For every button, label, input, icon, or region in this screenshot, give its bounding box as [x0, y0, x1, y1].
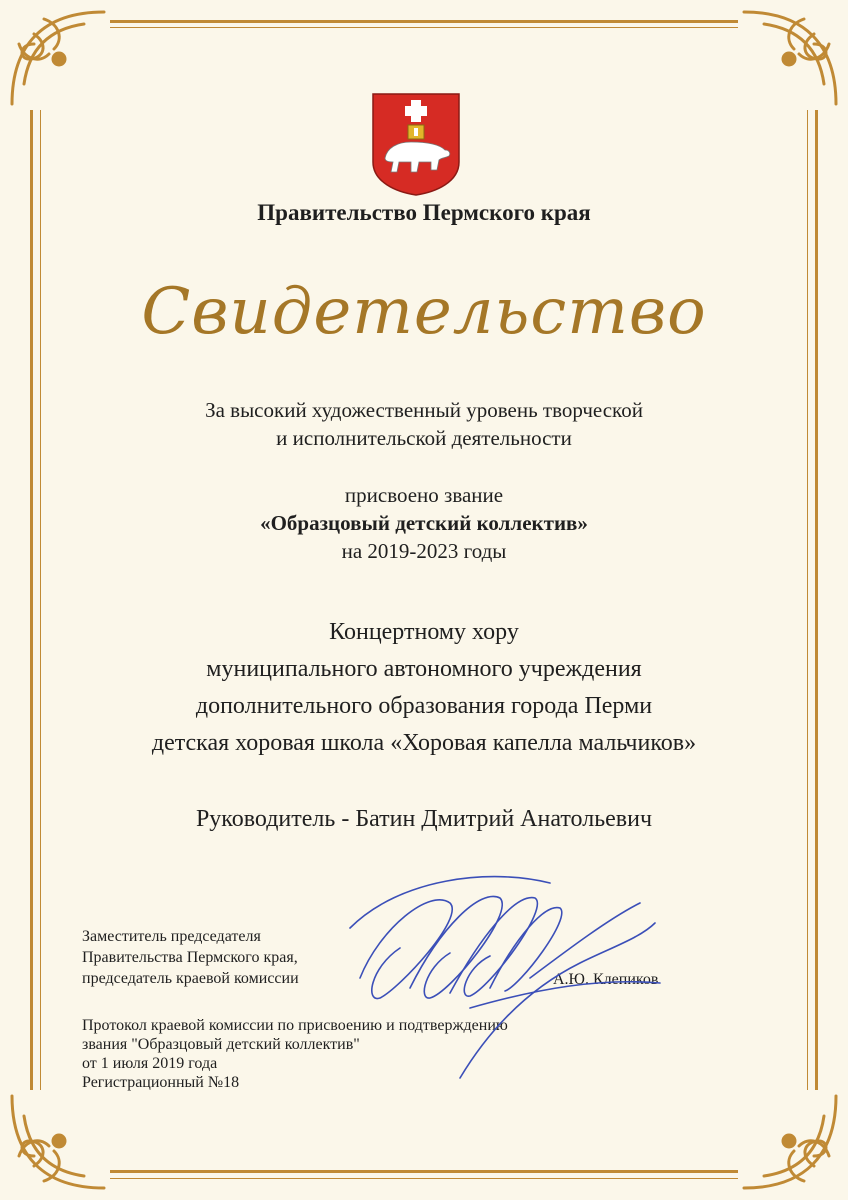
- recipient-line: Концертному хору: [329, 619, 519, 645]
- frame-bottom-line-inner: [110, 1178, 738, 1179]
- signature-icon: [340, 868, 670, 1098]
- director-line: Руководитель - Батин Дмитрий Анатольевич: [195, 806, 653, 832]
- award-intro: присвоено звание: [344, 483, 504, 507]
- award-reason-line: и исполнительской деятельности: [276, 426, 572, 450]
- award-reason: [0, 396, 848, 452]
- frame-left-line: [30, 110, 33, 1090]
- corner-ornament-icon: [734, 1086, 844, 1196]
- award-period: на 2019-2023 годы: [341, 539, 507, 563]
- signatory-position-line: председатель краевой комиссии: [82, 970, 299, 987]
- recipient-line: дополнительного образования города Перми: [195, 693, 653, 719]
- corner-ornament-icon: [4, 1086, 114, 1196]
- corner-ornament-icon: [734, 4, 844, 114]
- frame-right-line: [815, 110, 818, 1090]
- signatory-position-line: Заместитель председателя: [82, 928, 261, 945]
- award-reason-line: За высокий художественный уровень творческой: [205, 398, 643, 422]
- award-block: [0, 481, 848, 565]
- protocol-line: Протокол краевой комиссии по присвоению и подтверждению: [82, 1017, 508, 1034]
- recipient-block: [0, 614, 848, 762]
- issuer-title: Правительство Пермского края: [257, 200, 591, 225]
- signatory-name: А.Ю. Клепиков: [553, 971, 659, 988]
- frame-left-line-inner: [40, 110, 41, 1090]
- recipient-line: муниципального автономного учреждения: [206, 656, 642, 682]
- signatory-position-line: Правительства Пермского края,: [82, 949, 298, 966]
- protocol-line: звания "Образцовый детский коллектив": [82, 1036, 360, 1053]
- frame-top-line: [110, 20, 738, 23]
- frame-top-line-inner: [110, 27, 738, 28]
- perm-krai-emblem-icon: [371, 92, 461, 196]
- recipient-line: детская хоровая школа «Хоровая капелла мальчиков»: [151, 730, 697, 756]
- frame-right-line-inner: [807, 110, 808, 1090]
- document-title: Свидетельство: [141, 275, 707, 349]
- signatory-position: [82, 926, 299, 989]
- frame-bottom-line: [110, 1170, 738, 1173]
- corner-ornament-icon: [4, 4, 114, 114]
- award-title: «Образцовый детский коллектив»: [260, 511, 588, 535]
- protocol-line: Регистрационный №18: [82, 1074, 240, 1091]
- protocol-line: от 1 июля 2019 года: [82, 1055, 218, 1072]
